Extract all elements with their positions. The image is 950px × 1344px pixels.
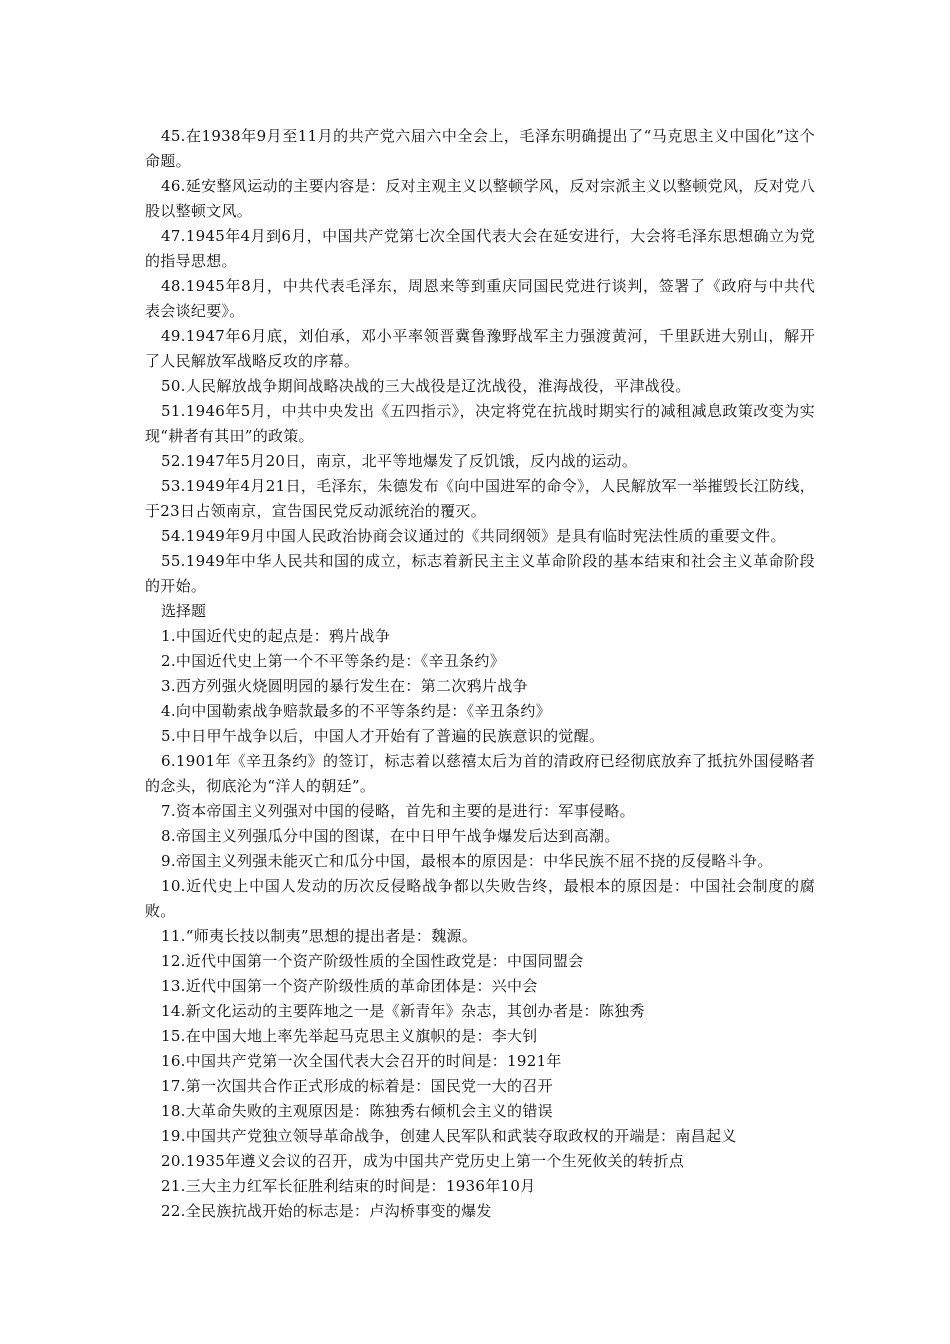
list-item: 8.帝国主义列强瓜分中国的图谋，在中日甲午战争爆发后达到高潮。	[161, 827, 620, 845]
list-item: 10.近代史上中国人发动的历次反侵略战争都以失败告终，最根本的原因是：中国社会制度的腐败。	[145, 877, 815, 920]
list-item: 18.大革命失败的主观原因是：陈独秀右倾机会主义的错误	[161, 1102, 553, 1120]
list-item: 16.中国共产党第一次全国代表大会召开的时间是：1921年	[161, 1052, 562, 1070]
list-item: 9.帝国主义列强未能灭亡和瓜分中国，最根本的原因是：中华民族不屈不挠的反侵略斗争。	[161, 852, 773, 870]
list-item: 20.1935年遵义会议的召开，成为中国共产党历史上第一个生死攸关的转折点	[161, 1152, 685, 1170]
list-item: 47.1945年4月到6月，中国共产党第七次全国代表大会在延安进行，大会将毛泽东思想确立为党的指导思想。	[145, 227, 815, 270]
list-item: 13.近代中国第一个资产阶级性质的革命团体是：兴中会	[161, 977, 538, 995]
list-item: 12.近代中国第一个资产阶级性质的全国性政党是：中国同盟会	[161, 952, 584, 970]
intro-items	[145, 124, 815, 599]
list-item: 2.中国近代史上第一个不平等条约是：《辛丑条约》	[161, 652, 506, 670]
list-item: 4.向中国勒索战争赔款最多的不平等条约是：《辛丑条约》	[161, 702, 551, 720]
list-item: 46.延安整风运动的主要内容是：反对主观主义以整顿学风，反对宗派主义以整顿党风，反对党八股以整顿文风。	[145, 177, 815, 220]
list-item: 55.1949年中华人民共和国的成立，标志着新民主主义革命阶段的基本结束和社会主义革命阶段的开始。	[145, 552, 815, 595]
list-item: 17.第一次国共合作正式形成的标着是：国民党一大的召开	[161, 1077, 553, 1095]
list-item: 6.1901年《辛丑条约》的签订，标志着以慈禧太后为首的清政府已经彻底放弃了抵抗外国侵略者的念头，彻底沦为“洋人的朝廷”。	[145, 752, 815, 795]
list-item: 48.1945年8月，中共代表毛泽东，周恩来等到重庆同国民党进行谈判，签署了《政府与中共代表会谈纪要》。	[145, 277, 815, 320]
list-item: 49.1947年6月底，刘伯承，邓小平率领晋冀鲁豫野战军主力强渡黄河，千里跃进大别山，解开了人民解放军战略反攻的序幕。	[145, 327, 815, 370]
list-item: 45.在1938年9月至11月的共产党六届六中全会上，毛泽东明确提出了“马克思主义中国化”这个命题。	[145, 127, 815, 170]
list-item: 11.“师夷长技以制夷”思想的提出者是：魏源。	[161, 927, 478, 945]
list-item: 7.资本帝国主义列强对中国的侵略，首先和主要的是进行：军事侵略。	[161, 802, 635, 820]
list-item: 21.三大主力红军长征胜利结束的时间是：1936年10月	[161, 1177, 536, 1195]
list-item: 15.在中国大地上率先举起马克思主义旗帜的是：李大钊	[161, 1027, 538, 1045]
list-item: 5.中日甲午战争以后，中国人才开始有了普遍的民族意识的觉醒。	[161, 727, 605, 745]
choice-items	[145, 624, 815, 1224]
list-item: 52.1947年5月20日，南京，北平等地爆发了反饥饿，反内战的运动。	[161, 452, 638, 470]
list-item: 51.1946年5月，中共中央发出《五四指示》，决定将党在抗战时期实行的减租减息政策改变为实现“耕者有其田”的政策。	[145, 402, 815, 445]
list-item: 14.新文化运动的主要阵地之一是《新青年》杂志，其创办者是：陈独秀	[161, 1002, 645, 1020]
section-heading: 选择题	[161, 602, 207, 620]
list-item: 19.中国共产党独立领导革命战争，创建人民军队和武装夺取政权的开端是：南昌起义	[161, 1127, 737, 1145]
list-item: 3.西方列强火烧圆明园的暴行发生在：第二次鸦片战争	[161, 677, 528, 695]
list-item: 22.全民族抗战开始的标志是：卢沟桥事变的爆发	[161, 1202, 492, 1220]
list-item: 53.1949年4月21日，毛泽东，朱德发布《向中国进军的命令》，人民解放军一举摧毁长江防线，于23日占领南京，宣告国民党反动派统治的覆灭。	[145, 477, 815, 520]
document-page	[145, 124, 815, 1224]
list-item: 50.人民解放战争期间战略决战的三大战役是辽沈战役，淮海战役，平津战役。	[161, 377, 691, 395]
list-item: 1.中国近代史的起点是：鸦片战争	[161, 627, 391, 645]
list-item: 54.1949年9月中国人民政治协商会议通过的《共同纲领》是具有临时宪法性质的重要文件。	[161, 527, 786, 545]
